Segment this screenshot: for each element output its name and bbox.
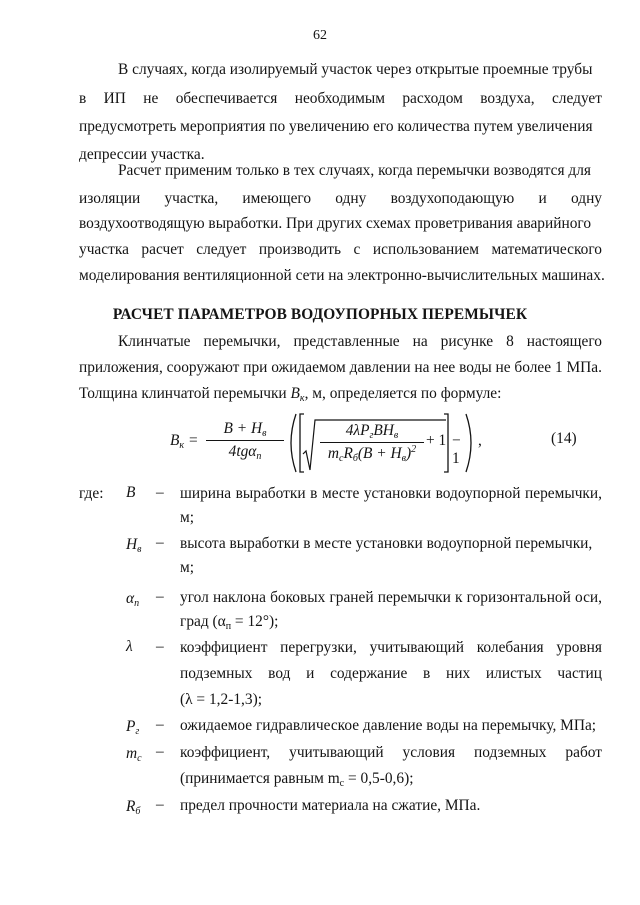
paragraph-2-line-3: воздухоотводящую выработки. При других схемах проветривания аварийного <box>79 215 592 232</box>
formula-fraction <box>206 420 284 461</box>
def-lambda-line-1: коэффициент перегрузки, учитывающий колебания уровня <box>180 639 602 656</box>
formula-inner-fraction <box>320 422 424 463</box>
formula-number: (14) <box>551 430 577 447</box>
def-Rb-line-1: предел прочности материала на сжатие, МПа. <box>180 797 481 814</box>
symbol-Pg: $P_г$ <box>126 718 140 737</box>
dash-4: – <box>156 638 164 655</box>
def-mc-line-2: (принимается равным $m_c = 0,5-0,6$); <box>180 770 414 789</box>
dash-6: – <box>156 743 164 760</box>
paragraph-2-line-2: изоляции участка, имеющего одну воздухоподающую и одну <box>79 190 602 207</box>
inner-numerator: $4\lambda P_гBH_в$ <box>345 422 399 441</box>
fraction-bar <box>206 440 284 441</box>
def-mc-line-2-tail: = 0,5-0,6); <box>344 770 414 787</box>
paragraph-3-line-2: приложения, сооружают при ожидаемом давлении на нее воды не более 1 МПа. <box>79 359 602 376</box>
symbol-alpha: $\alpha_п$ <box>126 590 140 609</box>
def-alpha-line-2-text: град (α <box>180 613 226 630</box>
paragraph-1-line-4: депрессии участка. <box>79 146 205 163</box>
def-alpha-line-2: град $(\alpha_п = 12^\circ)$; <box>180 613 279 632</box>
def-Hv-line-1: высота выработки в месте установки водоупорной перемычки, <box>180 535 593 552</box>
def-alpha-line-1: угол наклона боковых граней перемычки к горизонтальной оси, <box>180 589 602 606</box>
formula-denominator: 4tgα$_п$ <box>228 443 262 462</box>
symbol-lambda: λ <box>126 638 133 655</box>
def-B-line-1: ширина выработки в месте установки водоупорной перемычки, <box>180 485 602 502</box>
where-label: где: <box>79 485 104 502</box>
formula-lhs: $B_к$ = <box>170 432 199 451</box>
dash-1: – <box>156 484 164 501</box>
dash-5: – <box>156 716 164 733</box>
paragraph-2-line-1: Расчет применим только в тех случаях, когда перемычки возводятся для <box>118 162 592 179</box>
paragraph-3-line-3-tail: , м, определяется по формуле: <box>304 385 502 402</box>
symbol-mc: $m_c$ <box>126 745 142 764</box>
paragraph-3-line-3-text: Толщина клинчатой перемычки <box>79 385 287 402</box>
def-B-line-2: м; <box>180 509 195 526</box>
formula-14 <box>170 410 482 476</box>
symbol-B: B <box>126 484 136 501</box>
def-lambda-line-3: (λ = 1,2-1,3); <box>180 691 262 708</box>
paragraph-3-line-3 <box>79 384 501 404</box>
def-mc-line-2-text: (принимается равным m <box>180 770 340 787</box>
formula-plus-one: + 1 <box>426 432 447 449</box>
paragraph-1-line-1: В случаях, когда изолируемый участок через открытые проемные трубы <box>118 61 593 78</box>
def-Pg-line-1: ожидаемое гидравлическое давление воды на перемычку, МПа; <box>180 717 597 734</box>
dash-2: – <box>156 534 164 551</box>
paragraph-2-line-4: участка расчет следует производить с использованием математического <box>79 241 602 258</box>
def-Hv-line-2: м; <box>180 559 195 576</box>
formula-numerator: $B + H_в$ <box>223 420 267 439</box>
section-heading: РАСЧЕТ ПАРАМЕТРОВ ВОДОУПОРНЫХ ПЕРЕМЫЧЕК <box>112 306 528 323</box>
dash-7: – <box>156 796 164 813</box>
def-mc-line-1: коэффициент, учитывающий условия подземных работ <box>180 744 602 761</box>
page-number: 62 <box>313 28 327 43</box>
inner-fraction-bar <box>320 442 424 443</box>
paragraph-1-line-3: предусмотреть мероприятия по увеличению его количества путем увеличения <box>79 118 593 135</box>
thickness-symbol: $B_к$ <box>290 385 305 404</box>
formula-comma: , <box>478 432 482 449</box>
paragraph-3-line-1: Клинчатые перемычки, представленные на рисунке 8 настоящего <box>118 333 602 350</box>
inner-denominator: $m_cR_б(B + H_в)^2$ <box>327 444 417 464</box>
def-lambda-line-2: подземных вод и содержание в них илистых частиц <box>180 665 602 682</box>
def-alpha-line-2-tail: = 12°); <box>231 613 279 630</box>
paragraph-2-line-5: моделирования вентиляционной сети на электронно-вычислительных машинах. <box>79 267 605 284</box>
symbol-Rb: $R_б$ <box>126 798 141 817</box>
dash-3: – <box>156 588 164 605</box>
symbol-Hv: $H_в$ <box>126 536 142 555</box>
formula-minus-one: − 1 <box>452 432 461 467</box>
paragraph-1-line-2: в ИП не обеспечивается необходимым расходом воздуха, следует <box>79 90 602 107</box>
